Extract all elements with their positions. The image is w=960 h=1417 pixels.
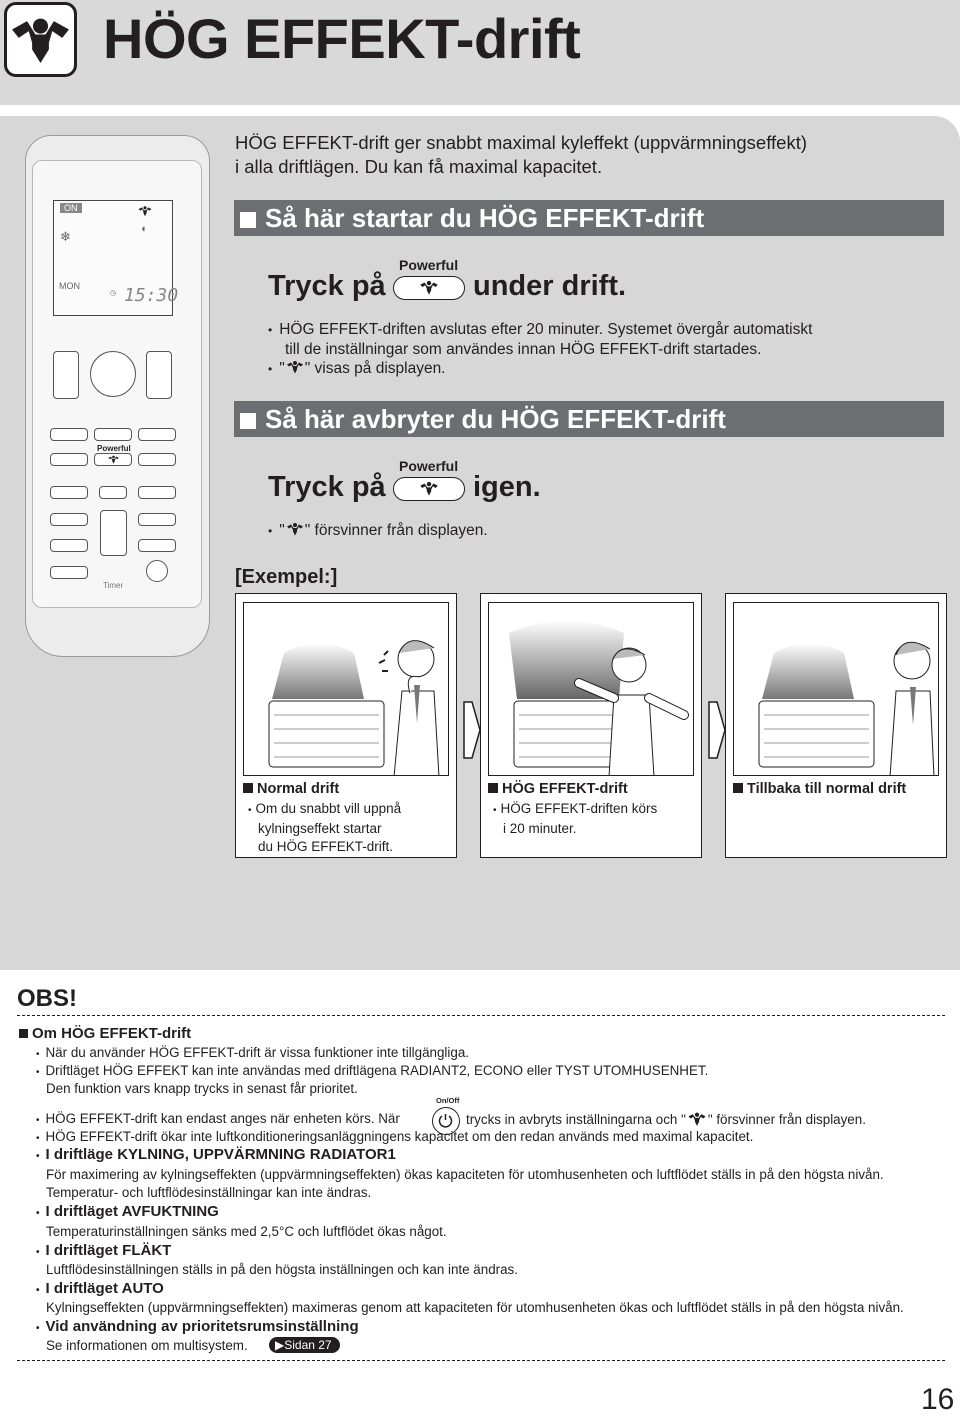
stop-section-heading [234,401,944,437]
obs-text: Luftflödesinställningen ställs in på den högsta inställningen och kan inte ändras. [46,1262,518,1277]
section-heading-text: Så här avbryter du HÖG EFFEKT-drift [265,404,726,434]
scene-illustration [733,602,939,776]
square-bullet-icon [733,783,743,793]
bullet-text: " försvinner från displayen. [304,522,488,539]
page-title: HÖG EFFEKT-drift [103,7,581,70]
remote-lcd-display [53,200,179,316]
powerful-mode-icon [686,1111,708,1127]
remote-button[interactable] [50,453,88,466]
clock-icon: ◷ [110,290,117,297]
press-instruction-suffix: igen. [473,471,541,503]
caption-title-text: Tillbaka till normal drift [747,781,907,797]
play-arrow-icon: ▶ [275,1338,285,1352]
obs-note-text: HÖG EFFEKT-drift ökar inte luftkonditioneringsanläggningens kapacitet om den redan används med maximal kapacitet. [45,1129,754,1144]
remote-button[interactable] [50,428,88,441]
square-bullet-icon [488,783,498,793]
example-panel-back-to-normal [725,593,947,858]
press-instruction-suffix: under drift. [473,270,627,302]
remote-button[interactable] [50,566,88,579]
start-bullet-1: • HÖG EFFEKT-driften avslutas efter 20 minuter. Systemet övergår automatiskt [268,321,813,338]
obs-note: • HÖG EFFEKT-drift ökar inte luftkonditioneringsanläggningens kapacitet om den redan används med maximal kapacitet. [36,1129,754,1144]
on-off-button-label: On/Off [436,1096,460,1105]
remote-button[interactable] [50,513,88,526]
remote-button[interactable] [50,539,88,552]
arrow-right-icon [462,700,482,760]
caption-line: du HÖG EFFEKT-drift. [258,839,394,854]
arrow-right-icon [707,700,727,760]
page-reference-link[interactable] [269,1337,340,1353]
obs-subheading-text: I driftläge KYLNING, UPPVÄRMNING RADIATOR1 [45,1146,396,1163]
example-panel-powerful [480,593,702,858]
obs-subheading-text: I driftläget FLÄKT [45,1242,172,1259]
remote-button[interactable] [50,486,88,499]
page-number: 16 [921,1383,955,1416]
scene-illustration [243,602,449,776]
powerful-button[interactable] [393,276,465,300]
remote-button[interactable] [99,486,127,499]
obs-title: OBS! [17,985,77,1012]
remote-button[interactable] [138,453,176,466]
obs-note-cont [466,1111,866,1127]
example-panel-normal [235,593,457,858]
intro-line: i alla driftlägen. Du kan få maximal kapacitet. [235,156,603,177]
obs-note-text: När du använder HÖG EFFEKT-drift är vissa funktioner inte tillgängliga. [45,1045,469,1060]
remote-select-button[interactable] [100,510,127,556]
caption-line-text: HÖG EFFEKT-driften körs [500,801,658,816]
remote-timer-label: Timer [103,581,124,590]
remote-powerful-button[interactable] [94,453,132,466]
powerful-button-label: Powerful [399,458,459,474]
obs-text: Kylningseffekten (uppvärmningseffekten) maximeras genom att kapaciteten för utomhusenheten ökas och luftflödet ställs in på den högsta nivån. [46,1300,904,1315]
obs-subheading: • Vid användning av prioritetsrumsinställning [36,1318,359,1335]
bullet-text: HÖG EFFEKT-driften avslutas efter 20 minuter. Systemet övergår automatiskt [279,321,813,338]
caption-line: kylningseffekt startar [258,821,382,836]
obs-note-cont: Den funktion vars knapp trycks in senast får prioritet. [46,1081,358,1096]
start-bullet-2: • " " visas på displayen. [268,360,446,377]
remote-button[interactable] [94,428,132,441]
remote-button[interactable] [138,539,176,552]
lcd-on-indicator: ON [60,203,82,213]
remote-button[interactable] [138,428,176,441]
caption-title-text: HÖG EFFEKT-drift [502,781,628,797]
remote-button[interactable] [138,513,176,526]
square-bullet-icon [19,1029,28,1038]
obs-subheading: • I driftläget FLÄKT [36,1242,172,1259]
remote-timer-button[interactable] [146,560,168,582]
obs-subheading: • I driftläget AUTO [36,1280,164,1297]
panel-caption-text [248,800,402,856]
obs-text: Temperaturinställningen sänks med 2,5°C och luftflödet ökas något. [46,1224,447,1239]
caption-line: • Om du snabbt vill uppnå [248,801,402,816]
bullet-text: " visas på displayen. [304,360,446,377]
intro-line: HÖG EFFEKT-drift ger snabbt maximal kyleffekt (uppvärmningseffekt) [235,132,807,153]
remote-fan-button[interactable] [146,351,172,399]
caption-title-text: Normal drift [257,781,340,797]
panel-caption-title [243,781,339,797]
obs-subheading-text: Vid användning av prioritetsrumsinställning [45,1318,359,1335]
obs-note-text: HÖG EFFEKT-drift kan endast anges när enheten körs. När [45,1111,400,1126]
obs-note: • När du använder HÖG EFFEKT-drift är vissa funktioner inte tillgängliga. [36,1045,469,1060]
panel-caption-text [493,800,658,838]
panel-caption-title [733,781,906,797]
example-label: [Exempel:] [235,566,338,588]
powerful-button[interactable] [393,477,465,501]
quote: " [279,522,285,539]
remote-button[interactable] [138,486,176,499]
powerful-mode-icon [285,521,305,537]
remote-temp-button[interactable] [53,351,79,399]
lcd-day: MON [59,281,80,291]
panel-caption-title [488,781,628,797]
obs-text: Se informationen om multisystem. [46,1338,248,1353]
obs-note-text: Driftläget HÖG EFFEKT kan inte användas med driftlägena RADIANT2, ECONO eller TYST UTOMHUSENHET. [45,1063,709,1078]
caption-line-text: Om du snabbt vill uppnå [255,801,402,816]
intro-text [235,131,895,179]
remote-powerful-label: Powerful [97,444,131,453]
obs-note: • HÖG EFFEKT-drift kan endast anges när enheten körs. När [36,1111,400,1126]
powerful-mode-icon [4,2,77,77]
fan-icon: ◖ [140,223,147,235]
press-instruction-prefix: Tryck på [268,270,386,302]
obs-subheading: • I driftläge KYLNING, UPPVÄRMNING RADIATOR1 [36,1146,396,1163]
obs-subheading-text: I driftläget AVFUKTNING [45,1203,219,1220]
powerful-button-label: Powerful [399,257,459,273]
divider [17,1015,945,1016]
quote: " [279,360,285,377]
stop-bullet: • " " försvinner från displayen. [268,522,488,539]
page-reference-text: Sidan 27 [284,1338,332,1352]
square-bullet-icon [240,212,256,228]
obs-note: • Driftläget HÖG EFFEKT kan inte användas med driftlägena RADIANT2, ECONO eller TYST UTOMHUSENHET. [36,1063,709,1078]
square-bullet-icon [240,413,256,429]
start-bullet-1-cont: till de inställningar som användes innan HÖG EFFEKT-drift startades. [285,341,762,358]
caption-line: i 20 minuter. [503,821,577,836]
obs-text: För maximering av kylningseffekten (uppvärmningseffekten) ökas kapaciteten för utomhusenheten och luftflödet ställs in på den högsta nivån. [46,1167,884,1182]
remote-on-off-button[interactable] [90,351,136,397]
press-instruction-prefix: Tryck på [268,471,386,503]
obs-subheading-text: I driftläget AUTO [45,1280,164,1297]
obs-text: Temperatur- och luftflödesinställningar kan inte ändras. [46,1185,372,1200]
section-heading-text: Så här startar du HÖG EFFEKT-drift [265,203,705,233]
caption-line: • HÖG EFFEKT-driften körs [493,801,658,816]
powerful-mode-icon [285,359,305,375]
start-section-heading [234,200,944,236]
divider [17,1360,945,1361]
scene-illustration [488,602,694,776]
obs-subheading: • I driftläget AVFUKTNING [36,1203,219,1220]
obs-section-title-text: Om HÖG EFFEKT-drift [32,1025,192,1042]
lcd-time: 15:30 [124,285,179,306]
obs-note-text: " försvinner från displayen. [707,1112,866,1127]
snowflake-icon: ❄ [60,229,71,244]
obs-note-text: trycks in avbryts inställningarna och " [466,1112,686,1127]
obs-section-title [19,1025,191,1042]
powerful-mode-icon [137,205,153,217]
square-bullet-icon [243,783,253,793]
